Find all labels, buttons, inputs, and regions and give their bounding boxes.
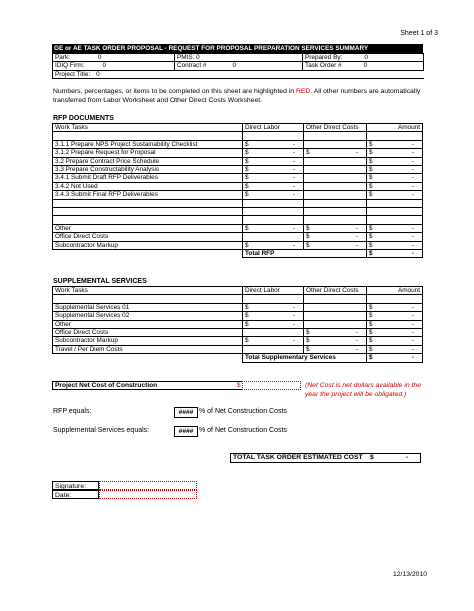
- other-direct-cost-cell: [304, 320, 367, 328]
- amount-cell: $ -: [367, 149, 423, 157]
- direct-labor-cell: $ -: [243, 157, 304, 165]
- work-task-cell: 3.1.1 Prepare NPS Project Sustainability Checklist: [53, 140, 243, 148]
- amount-cell: $ -: [367, 303, 423, 311]
- direct-labor-cell: $ -: [243, 174, 304, 182]
- direct-labor-cell: $ -: [243, 224, 304, 232]
- other-direct-cost-cell: $ -: [304, 337, 367, 345]
- task-order-cell: Task Order # 0: [303, 62, 424, 70]
- work-task-cell: Supplemental Services 02: [53, 312, 243, 320]
- col-direct-labor: Direct Labor: [243, 124, 304, 132]
- direct-labor-cell: [243, 329, 304, 337]
- amount-cell: $ -: [367, 224, 423, 232]
- direct-labor-cell: [243, 345, 304, 353]
- work-task-cell: Office Direct Costs: [53, 233, 243, 241]
- signature-label: Signature:: [52, 481, 99, 490]
- col-other-direct-costs: Other Direct Costs: [304, 287, 367, 295]
- grand-total-dollar: $: [370, 454, 374, 461]
- table-row: [53, 345, 423, 353]
- sheet-number: Sheet 1 of 3: [400, 30, 438, 37]
- work-task-cell: 3.2 Prepare Contract Price Schedule: [53, 157, 243, 165]
- table-row: [53, 320, 423, 328]
- supp-equals-suffix: % of Net Construction Costs: [199, 427, 287, 434]
- net-cost-label: Project Net Cost of Construction: [55, 382, 158, 389]
- col-direct-labor: Direct Labor: [243, 287, 304, 295]
- table-row: [53, 208, 423, 216]
- supp-table: [52, 286, 423, 363]
- table-row: [53, 233, 423, 241]
- other-direct-cost-cell: $ -: [304, 345, 367, 353]
- blank-cell: [53, 250, 243, 258]
- amount-cell: $ -: [367, 345, 423, 353]
- table-row: [53, 337, 423, 345]
- work-task-cell: [53, 295, 243, 303]
- work-task-cell: 3.3 Prepare Constructability Analysis: [53, 166, 243, 174]
- supp-equals-label: Supplemental Services equals:: [53, 427, 150, 434]
- work-task-cell: Subcontractor Markup: [53, 337, 243, 345]
- amount-cell: $ -: [367, 233, 423, 241]
- amount-cell: $ -: [367, 191, 423, 199]
- other-direct-cost-cell: [304, 312, 367, 320]
- red-word: RED: [295, 88, 311, 95]
- col-work-tasks: Work Tasks: [53, 287, 243, 295]
- amount-cell: $ -: [367, 157, 423, 165]
- direct-labor-cell: [243, 208, 304, 216]
- prepared-cell: Prepared By: 0: [303, 54, 424, 62]
- direct-labor-cell: [243, 233, 304, 241]
- direct-labor-cell: [243, 132, 304, 140]
- contract-cell: Contract # 0: [175, 62, 303, 70]
- rfp-equals-suffix: % of Net Construction Costs: [199, 408, 287, 415]
- supp-section-title: SUPPLEMENTAL SERVICES: [53, 278, 147, 285]
- work-task-cell: [53, 199, 243, 207]
- header-table: [52, 53, 424, 79]
- work-task-cell: 3.1.2 Prepare Request for Proposal: [53, 149, 243, 157]
- rfp-equals-value: ####: [174, 407, 198, 418]
- rfp-table: [52, 123, 423, 258]
- work-task-cell: [53, 216, 243, 224]
- col-amount: Amount: [367, 124, 423, 132]
- instruction-note: Numbers, percentages, or items to be completed on this sheet are highlighted in RED. All other numbers are automatically transferred from Labor Worksheet and Other Direct Costs Worksheet.: [53, 88, 421, 104]
- amount-cell: [367, 199, 423, 207]
- other-direct-cost-cell: $ -: [304, 224, 367, 232]
- other-direct-cost-cell: [304, 295, 367, 303]
- col-amount: Amount: [367, 287, 423, 295]
- direct-labor-cell: [243, 199, 304, 207]
- other-direct-cost-cell: [304, 303, 367, 311]
- blank-cell: [53, 354, 243, 362]
- other-direct-cost-cell: [304, 216, 367, 224]
- other-direct-cost-cell: $ -: [304, 329, 367, 337]
- amount-cell: $ -: [367, 312, 423, 320]
- table-row: [53, 295, 423, 303]
- direct-labor-cell: $ -: [243, 182, 304, 190]
- direct-labor-cell: $ -: [243, 241, 304, 249]
- rfp-equals-label: RFP equals:: [53, 408, 92, 415]
- amount-cell: [367, 132, 423, 140]
- direct-labor-cell: $ -: [243, 337, 304, 345]
- work-task-cell: Other: [53, 224, 243, 232]
- date-input[interactable]: [99, 490, 197, 499]
- total-row: [53, 354, 423, 362]
- rfp-section-title: RFP DOCUMENTS: [53, 115, 114, 122]
- table-row: [53, 329, 423, 337]
- work-task-cell: 3.4.2 Not Used: [53, 182, 243, 190]
- footer-date: 12/13/2010: [393, 571, 428, 578]
- table-row: [53, 174, 423, 182]
- other-direct-cost-cell: [304, 157, 367, 165]
- idiq-cell: IDIQ Firm: 0: [53, 62, 175, 70]
- work-task-cell: [53, 132, 243, 140]
- grand-total-label: TOTAL TASK ORDER ESTIMATED COST: [233, 454, 363, 461]
- net-cost-note: (Net Cost is net dollars available in the year the project will be obligated.): [305, 382, 421, 398]
- other-direct-cost-cell: [304, 166, 367, 174]
- net-cost-input[interactable]: [242, 381, 301, 390]
- other-direct-cost-cell: [304, 199, 367, 207]
- other-direct-cost-cell: [304, 191, 367, 199]
- header-title: GE or AE TASK ORDER PROPOSAL - REQUEST FOR PROPOSAL PREPARATION SERVICES SUMMARY: [52, 44, 423, 53]
- work-task-cell: Office Direct Costs: [53, 329, 243, 337]
- table-row: [53, 182, 423, 190]
- total-row: [53, 250, 423, 258]
- table-row: [53, 191, 423, 199]
- other-direct-cost-cell: [304, 140, 367, 148]
- direct-labor-cell: $ -: [243, 140, 304, 148]
- work-task-cell: Travel / Per Diem Costs: [53, 345, 243, 353]
- project-title-cell: Project Title: 0: [53, 70, 424, 78]
- other-direct-cost-cell: [304, 208, 367, 216]
- amount-cell: $ -: [367, 140, 423, 148]
- signature-input[interactable]: [99, 481, 197, 490]
- amount-cell: [367, 208, 423, 216]
- work-task-cell: Subcontractor Markup: [53, 241, 243, 249]
- col-work-tasks: Work Tasks: [53, 124, 243, 132]
- supp-equals-value: ####: [174, 426, 198, 437]
- net-cost-dollar: $: [237, 382, 241, 389]
- table-row: [53, 241, 423, 249]
- total-amount: $ -: [367, 354, 423, 362]
- amount-cell: $ -: [367, 320, 423, 328]
- table-row: [53, 166, 423, 174]
- table-row: [53, 312, 423, 320]
- amount-cell: $ -: [367, 166, 423, 174]
- direct-labor-cell: $ -: [243, 303, 304, 311]
- direct-labor-cell: $ -: [243, 312, 304, 320]
- work-task-cell: Other: [53, 320, 243, 328]
- work-task-cell: 3.4.3 Submit Final RFP Deliverables: [53, 191, 243, 199]
- date-label: Date:: [52, 490, 99, 499]
- amount-cell: $ -: [367, 241, 423, 249]
- total-label: Total RFP: [243, 250, 367, 258]
- table-row: [53, 224, 423, 232]
- table-row: [53, 303, 423, 311]
- other-direct-cost-cell: [304, 182, 367, 190]
- amount-cell: $ -: [367, 174, 423, 182]
- other-direct-cost-cell: $ -: [304, 149, 367, 157]
- work-task-cell: [53, 208, 243, 216]
- direct-labor-cell: [243, 295, 304, 303]
- other-direct-cost-cell: [304, 174, 367, 182]
- direct-labor-cell: $ -: [243, 166, 304, 174]
- park-cell: Park: 0: [53, 54, 175, 62]
- col-other-direct-costs: Other Direct Costs: [304, 124, 367, 132]
- table-row: [53, 199, 423, 207]
- amount-cell: $ -: [367, 337, 423, 345]
- work-task-cell: 3.4.1 Submit Draft RFP Deliverables: [53, 174, 243, 182]
- other-direct-cost-cell: [304, 132, 367, 140]
- other-direct-cost-cell: $ -: [304, 233, 367, 241]
- table-row: [53, 157, 423, 165]
- other-direct-cost-cell: $ -: [304, 241, 367, 249]
- direct-labor-cell: [243, 216, 304, 224]
- total-amount: $ -: [367, 250, 423, 258]
- grand-total-row: [230, 453, 421, 463]
- work-task-cell: Supplemental Services 01: [53, 303, 243, 311]
- amount-cell: $ -: [367, 182, 423, 190]
- table-row: [53, 149, 423, 157]
- amount-cell: [367, 216, 423, 224]
- table-row: [53, 216, 423, 224]
- grand-total-value: -: [405, 454, 408, 461]
- direct-labor-cell: $ -: [243, 320, 304, 328]
- table-row: [53, 132, 423, 140]
- direct-labor-cell: $ -: [243, 149, 304, 157]
- total-label: Total Supplementary Services: [243, 354, 367, 362]
- pmis-cell: PMIS: 0: [175, 54, 303, 62]
- amount-cell: [367, 295, 423, 303]
- amount-cell: $ -: [367, 329, 423, 337]
- table-row: [53, 140, 423, 148]
- direct-labor-cell: $ -: [243, 191, 304, 199]
